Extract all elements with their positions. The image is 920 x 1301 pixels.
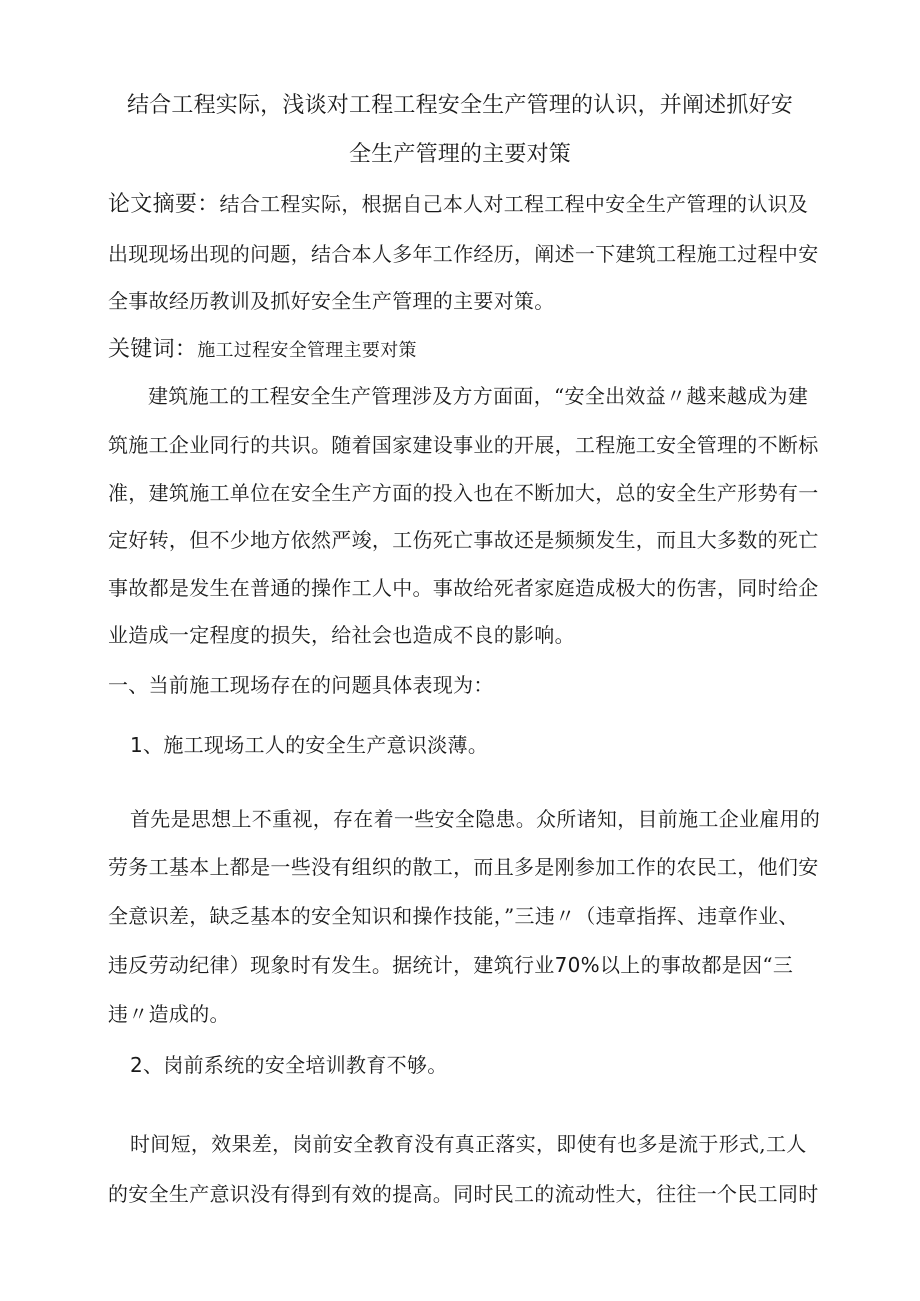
item2-number: 2、	[130, 1053, 164, 1077]
item2-heading	[130, 1053, 448, 1077]
item1-line-1: 首先是思想上不重视，存在着一些安全隐患。众所诸知，目前施工企业雇用的	[130, 807, 821, 831]
item1-line-4	[108, 953, 793, 977]
item2-line-2: 的安全生产意识没有得到有效的提高。同时民工的流动性大，往往一个民工同时	[108, 1182, 819, 1206]
keywords-text: 施工过程安全管理主要对策	[197, 340, 417, 361]
abstract-text-1: 结合工程实际，根据自己本人对工程工程中安全生产管理的认识及	[219, 192, 809, 216]
intro-line-4: 定好转，但不少地方依然严竣，工伤死亡事故还是频频发生，而且大多数的死亡	[108, 528, 819, 552]
keywords-label: 关键词：	[108, 337, 198, 362]
item1-line-4-percent: 70%	[554, 953, 600, 977]
item1-line-3: 全意识差，缺乏基本的安全知识和操作技能，”三违〃（违章指挥、违章作业、	[108, 904, 799, 928]
section1-heading: 一、当前施工现场存在的问题具体表现为：	[108, 673, 494, 697]
abstract-line-2: 出现现场出现的问题，结合本人多年工作经历，阐述一下建筑工程施工过程中安	[108, 242, 819, 266]
item1-line-4-before: 违反劳动纪律）现象时有发生。据统计，建筑行业	[108, 953, 555, 977]
item1-heading-text: 施工现场工人的安全生产意识淡薄。	[163, 733, 489, 757]
item1-line-4-after: 以上的事故都是因“三	[599, 953, 794, 977]
item2-line-1: 时间短，效果差，岗前安全教育没有真正落实，即使有也多是流于形式,工人	[130, 1132, 807, 1156]
abstract-line-3: 全事故经历教训及抓好安全生产管理的主要对策。	[108, 289, 555, 313]
intro-line-1: 建筑施工的工程安全生产管理涉及方方面面，“安全出效益〃越来越成为建	[148, 384, 809, 408]
abstract-label: 论文摘要：	[108, 192, 220, 217]
intro-line-2: 筑施工企业同行的共识。随着国家建设事业的开展，工程施工安全管理的不断标	[108, 433, 819, 457]
abstract-line-1	[108, 192, 808, 217]
item1-heading	[130, 733, 488, 757]
item1-line-2: 劳务工基本上都是一些没有组织的散工，而且多是刚参加工作的农民工，他们安	[108, 855, 819, 879]
keywords-line	[108, 337, 417, 363]
intro-line-6: 业造成一定程度的损失，给社会也造成不良的影响。	[108, 623, 575, 647]
intro-line-3: 准，建筑施工单位在安全生产方面的投入也在不断加大，总的安全生产形势有一	[108, 481, 819, 505]
item1-line-5: 违〃造成的。	[108, 1002, 230, 1026]
item2-heading-text: 岗前系统的安全培训教育不够。	[163, 1053, 448, 1077]
title-line-1: 结合工程实际，浅谈对工程工程安全生产管理的认识，并阐述抓好安	[126, 93, 793, 118]
title-line-2: 全生产管理的主要对策	[348, 142, 571, 167]
item1-number: 1、	[130, 733, 164, 757]
intro-line-5: 事故都是发生在普通的操作工人中。事故给死者家庭造成极大的伤害，同时给企	[108, 576, 819, 600]
